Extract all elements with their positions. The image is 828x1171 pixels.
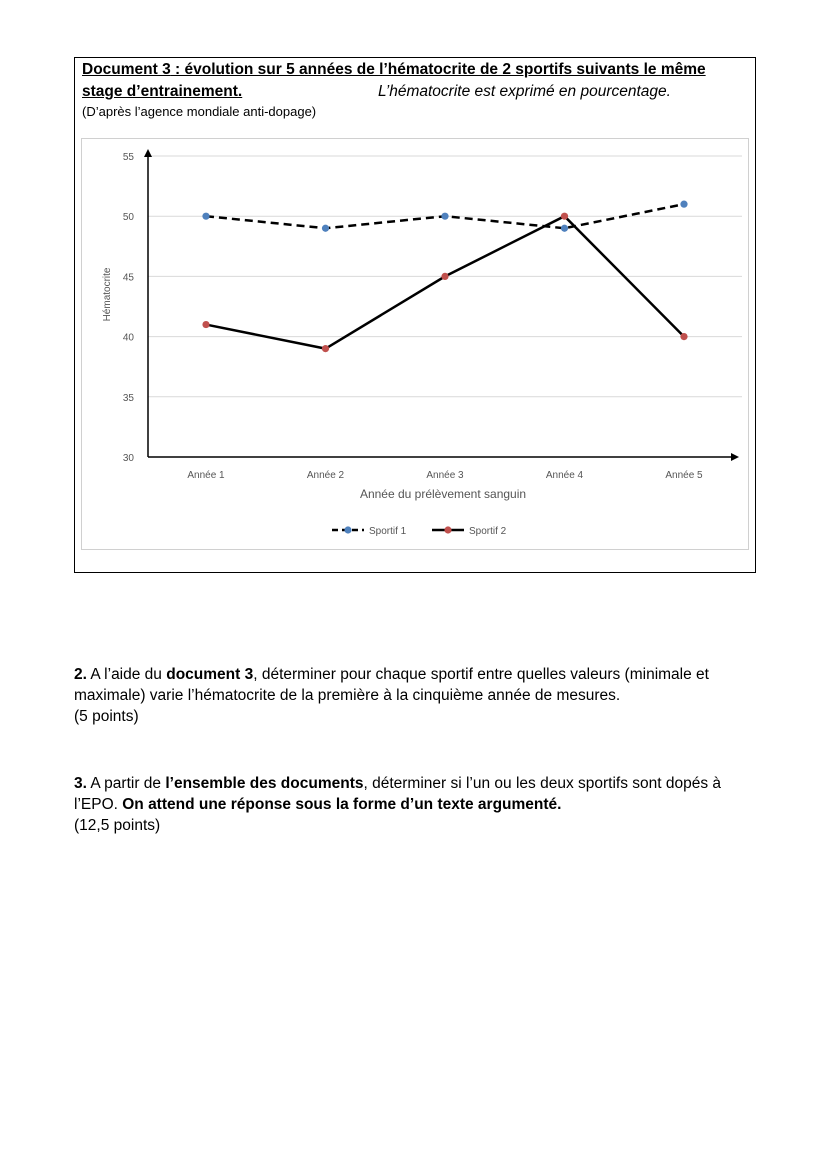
y-axis-title: Hématocrite <box>102 267 113 322</box>
data-point-series-2 <box>322 345 329 352</box>
legend-marker-series-1 <box>344 526 351 533</box>
data-point-series-2 <box>202 321 209 328</box>
question-3-points: (12,5 points) <box>74 817 161 834</box>
question-2: 2. A l’aide du document 3, déterminer pour chaque sportif entre quelles valeurs (minimale et maximale) varie l’hématocrite de la première à la cinquième année de mesures. (5 points) <box>74 666 709 725</box>
data-point-series-2 <box>680 333 687 340</box>
y-tick-label: 35 <box>122 392 134 404</box>
chart-frame <box>81 138 749 550</box>
x-tick-label: Année 2 <box>306 470 345 481</box>
y-axis-arrow <box>144 149 152 157</box>
y-tick-label: 30 <box>122 453 134 464</box>
question-3: 3. A partir de l’ensemble des documents, déterminer si l’un ou les deux sportifs sont dopés à l’EPO. On attend une réponse sous la forme d’un texte argumenté. (12,5 points) <box>74 775 722 834</box>
source-note: (D’après l’agence mondiale anti-dopage) <box>82 104 317 119</box>
unit-note: L’hématocrite est exprimé en pourcentage. <box>378 83 671 100</box>
y-tick-label: 40 <box>122 332 134 344</box>
data-point-series-1 <box>322 225 329 232</box>
legend-label-series-1: Sportif 1 <box>369 526 407 537</box>
x-tick-label: Année 5 <box>665 470 703 481</box>
document-title: Document 3 : évolution sur 5 années de l’hématocrite de 2 sportifs suivants le même <box>82 61 706 78</box>
y-tick-label: 45 <box>122 272 134 284</box>
x-axis-title: Année du prélèvement sanguin <box>359 487 527 501</box>
legend-label-series-2: Sportif 2 <box>469 526 507 537</box>
y-tick-label: 50 <box>122 212 134 224</box>
x-tick-label: Année 1 <box>187 470 225 481</box>
data-point-series-1 <box>561 225 568 232</box>
data-point-series-2 <box>441 273 448 280</box>
document-title-line2: stage d’entrainement. <box>82 83 243 100</box>
y-tick-label: 55 <box>122 152 134 163</box>
hematocrit-chart <box>82 139 750 551</box>
data-point-series-1 <box>202 213 209 220</box>
legend-marker-series-2 <box>444 526 451 533</box>
x-tick-label: Année 3 <box>426 470 464 481</box>
data-point-series-2 <box>561 213 568 220</box>
data-point-series-1 <box>441 213 448 220</box>
question-2-points: (5 points) <box>74 708 139 725</box>
x-axis-arrow <box>731 453 739 461</box>
x-tick-label: Année 4 <box>545 470 584 481</box>
data-point-series-1 <box>680 201 687 208</box>
series-line-2 <box>206 216 684 348</box>
